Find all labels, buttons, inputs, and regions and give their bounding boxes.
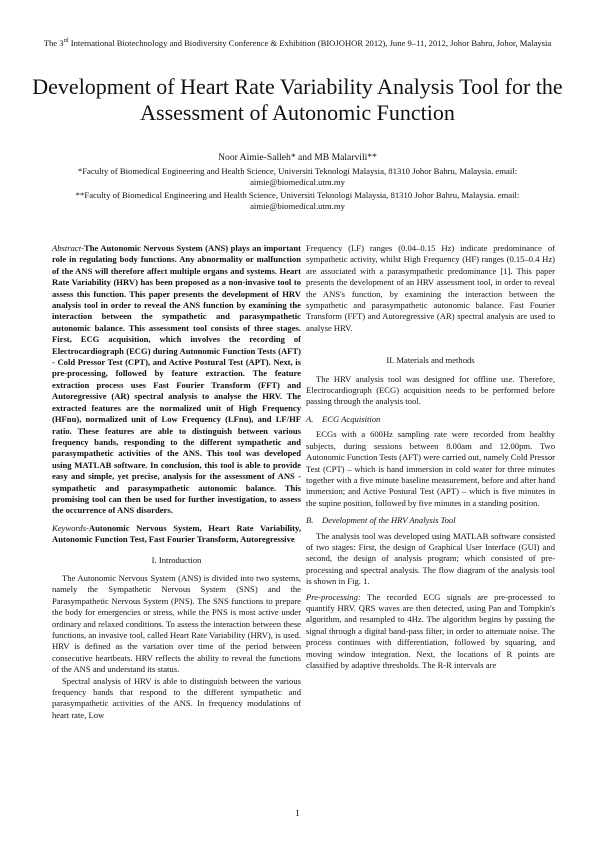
page-number: 1 — [295, 808, 300, 818]
intro-heading: I. Introduction — [151, 554, 202, 565]
subsection-b-title: Development of the HRV Analysis Tool — [322, 515, 456, 526]
right-column — [306, 243, 555, 671]
methods-heading: II. Materials and methods — [386, 355, 475, 366]
subsection-b-number: B. — [306, 515, 314, 526]
preprocessing-paragraph — [306, 592, 555, 672]
subsection-b-heading — [306, 515, 555, 526]
preprocessing-label: Pre-processing: — [306, 591, 361, 602]
conf-prefix: The 3 — [43, 37, 64, 48]
keywords — [52, 523, 301, 546]
conf-rest: International Biotechnology and Biodiversity Conference & Exhibition (BIOJOHOR 2012), June 9–11, 2012, Johor Bahru, Johor, Malaysia — [68, 37, 552, 48]
subsection-b-paragraph: The analysis tool was developed using MATLAB software consisted of two stages: First, the design of Graphical User Interface (GUI) and second, the design of analysis program; which consisted of pre-processing and spectral analysis. The flow diagram of the analysis tool is shown in Fig. 1. — [306, 530, 555, 587]
subsection-a-number: A. — [306, 413, 314, 424]
paper-title: Development of Heart Rate Variability Analysis Tool for the Assessment of Autonomic Function — [32, 74, 563, 125]
abstract-label: Abstract- — [52, 243, 84, 253]
affiliation-2: **Faculty of Biomedical Engineering and Health Science, Universiti Teknologi Malaysia, 81310 Johor Bahru, Malaysia. email: aimie@biomedical.utm.my — [75, 190, 520, 212]
conference-header — [40, 36, 555, 49]
abstract — [52, 243, 301, 517]
subsection-a-heading — [306, 414, 555, 425]
conf-sup: rd — [63, 38, 69, 44]
preprocessing-text: The recorded ECG signals are pre-processed to quantify HRV. QRS waves are then detected, using Pan and Tompkin's algorithm, and resampled to 4Hz. The algorithm begins by passing the signal through a digital band-pass filter, in order to attenuate noise. The process continues with differentiation, followed by squaring, and moving window integration. Next, the locations of R points are classified by adaptive thresholds. The R-R intervals are — [306, 591, 555, 670]
affiliation-1: *Faculty of Biomedical Engineering and Health Science, Universiti Teknologi Malaysia, 81310 Johor Bahru, Malaysia. email: aimie@biomedical.utm.my — [77, 166, 518, 188]
subsection-a-title: ECG Acquisition — [322, 413, 381, 424]
authors: Noor Aimie-Salleh* and MB Malarvili** — [218, 152, 377, 163]
abstract-text: The Autonomic Nervous System (ANS) plays an important role in regulating body functions. Any abnormality or malfunction of the ANS will therefore affect multiple organs and systems. Heart Rate Variability (HRV) has been proposed as a non-invasive tool to assess this function. This paper presents the development of HRV analysis tool in order to reveal the ANS function by examining the interaction between the sympathetic and parasympathetic autonomic balance. This assessment tool consists of three stages. First, ECG acquisition, which involves the recording of Electrocardiograph (ECG) during Autonomic Function Tests (AFT) - Cold Pressor Test (CPT), and Active Postural Test (APT). Next, is pre-processing, followed by feature extraction. The feature extraction process uses Fast Fourier Transform (FFT) and Autoregressive (AR) spectral analysis to analyse the HRV. The extracted features are the normalized unit of High Frequency (HFnu), normalized unit of Low Frequency (LFnu), and LF/HF ratio. These features are able to distinguish between various frequency bands, responding to the different sympathetic and parasympathetic activities of the ANS. This tool was developed using MATLAB software. In conclusion, this tool is able to provide easy and simple, yet precise, analysis for the assessment of ANS - sympathetic and parasympathetic autonomic balance. This promising tool can then be used for further investigation, to assess the occurrence of ANS disorders. — [52, 243, 301, 516]
keywords-text: Autonomic Nervous System, Heart Rate Variability, Autonomic Function Test, Fast Fourier Transform, Autoregressive — [52, 522, 301, 545]
intro-paragraph-1: The Autonomic Nervous System (ANS) is divided into two systems, namely the Sympathetic Nervous System (SNS) and the Parasympathetic Nervous System (PNS). The SNS functions to prepare the body for emergencies or stress, while the PNS is most active under ordinary and relaxed conditions. To assess the interaction between these functions, an invasive tool, called Heart Rate Variability (HRV), is used. HRV is defined as the variation over time of the period between consecutive heartbeats. HRV reflects the ability to reveal the functions of the ANS and understand its status. — [52, 572, 301, 675]
subsection-a-paragraph: ECGs with a 600Hz sampling rate were recorded from healthy subjects, during sessions between 8.00am and 12.00pm. Two Autonomic Function Tests (AFT) were carried out, namely Cold Pressor Test (CPT) – which is hand immersion in cold water for three minutes together with a five minute baseline measurement, before and after hand immersion; and Active Postural Test (APT) – which is five minutes in the supine position, followed by five minutes in a standing position. — [306, 429, 555, 508]
intro-paragraph-2: Spectral analysis of HRV is able to distinguish between the various frequency bands that respond to the different sympathetic and parasympathetic activities of the ANS. In frequency modulations of heart rate, Low — [52, 675, 301, 720]
left-column — [52, 243, 301, 721]
keywords-label: Keywords- — [52, 522, 89, 533]
right-paragraph-1: Frequency (LF) ranges (0.04–0.15 Hz) indicate predominance of sympathetic activity, whilst High Frequency (HF) ranges (0.15–0.4 Hz) are associated with a parasympathetic predominance [1]. This paper presents the development of an HRV assessment tool, in order to reveal the ANS's function, by examining the interaction between the sympathetic and parasympathetic autonomic balance. Fast Fourier Transform (FFT) and Autoregressive (AR) spectral analysis are used to analyse HRV. — [306, 243, 555, 333]
methods-paragraph: The HRV analysis tool was designed for offline use. Therefore, Electrocardiograph (ECG) acquisition needs to be performed before passing through the analysis tool. — [306, 373, 555, 407]
